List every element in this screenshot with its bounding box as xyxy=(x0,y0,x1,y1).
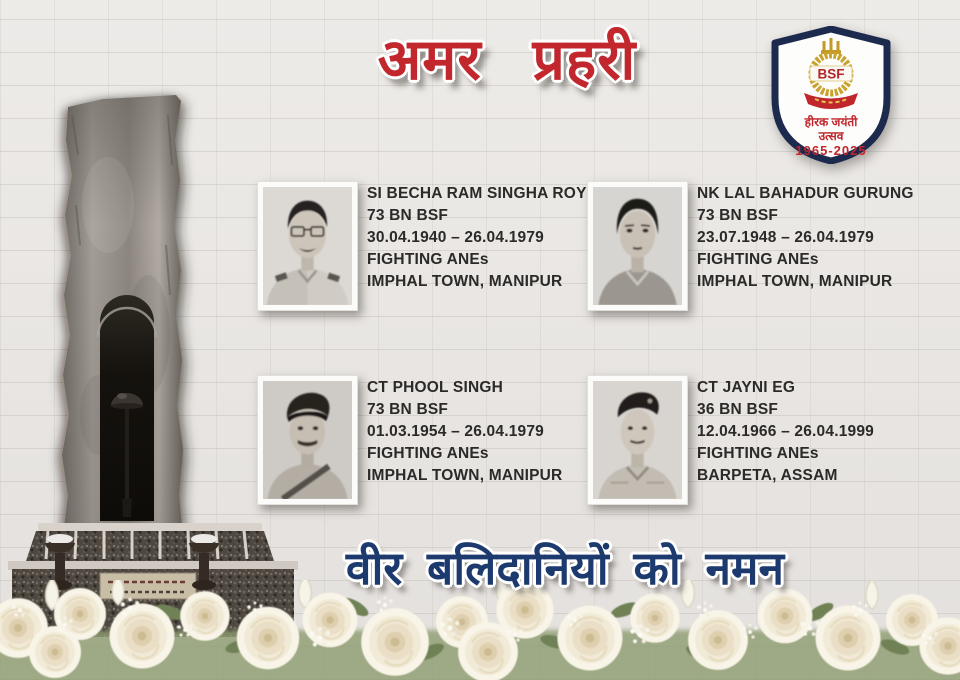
martyr-card xyxy=(587,375,917,505)
martyr-place: IMPHAL TOWN, MANIPUR xyxy=(367,273,563,290)
martyr-cause: FIGHTING ANEs xyxy=(697,251,819,268)
martyr-unit: 73 BN BSF xyxy=(697,207,779,224)
martyr-unit: 73 BN BSF xyxy=(367,401,449,418)
shield-icon xyxy=(770,26,892,164)
badge-years: 1965-2025 xyxy=(795,143,867,158)
martyr-cards-grid xyxy=(257,181,917,505)
martyr-name: CT JAYNI EG xyxy=(697,379,796,396)
martyr-card xyxy=(257,181,587,311)
badge-crest-text: BSF xyxy=(817,66,845,82)
martyr-info xyxy=(367,375,562,487)
martyr-card xyxy=(257,375,587,505)
badge-jubilee-line2: उत्सव xyxy=(818,129,844,143)
martyr-card xyxy=(587,181,917,311)
portrait-photo xyxy=(587,375,688,505)
portrait-photo xyxy=(257,181,358,311)
martyr-unit: 73 BN BSF xyxy=(367,207,449,224)
martyr-cause: FIGHTING ANEs xyxy=(697,445,819,462)
portrait-illustration xyxy=(593,187,682,305)
badge-jubilee-line1: हीरक जयंती xyxy=(804,115,858,129)
martyr-dates: 30.04.1940 – 26.04.1979 xyxy=(367,229,544,246)
martyr-unit: 36 BN BSF xyxy=(697,401,779,418)
tribute-text: वीर बलिदानियों को नमन xyxy=(345,542,785,594)
martyr-dates: 12.04.1966 – 26.04.1999 xyxy=(697,423,874,440)
martyr-dates: 01.03.1954 – 26.04.1979 xyxy=(367,423,544,440)
page-title: अमर प्रहरी xyxy=(377,28,637,92)
portrait-photo xyxy=(257,375,358,505)
martyr-name: CT PHOOL SINGH xyxy=(367,379,503,396)
portrait-illustration xyxy=(263,187,352,305)
martyr-info xyxy=(367,181,587,293)
martyr-place: BARPETA, ASSAM xyxy=(697,467,838,484)
martyr-info xyxy=(697,375,874,487)
portrait-illustration xyxy=(593,381,682,499)
memorial-niche xyxy=(98,295,156,521)
portrait-photo xyxy=(587,181,688,311)
martyr-place: IMPHAL TOWN, MANIPUR xyxy=(367,467,563,484)
bsf-badge xyxy=(770,26,892,164)
portrait-illustration xyxy=(263,381,352,499)
martyr-name: NK LAL BAHADUR GURUNG xyxy=(697,185,914,202)
martyr-dates: 23.07.1948 – 26.04.1979 xyxy=(697,229,874,246)
martyr-cause: FIGHTING ANEs xyxy=(367,251,489,268)
martyr-cause: FIGHTING ANEs xyxy=(367,445,489,462)
martyr-info xyxy=(697,181,914,293)
martyr-place: IMPHAL TOWN, MANIPUR xyxy=(697,273,893,290)
martyr-name: SI BECHA RAM SINGHA ROY xyxy=(367,185,587,202)
